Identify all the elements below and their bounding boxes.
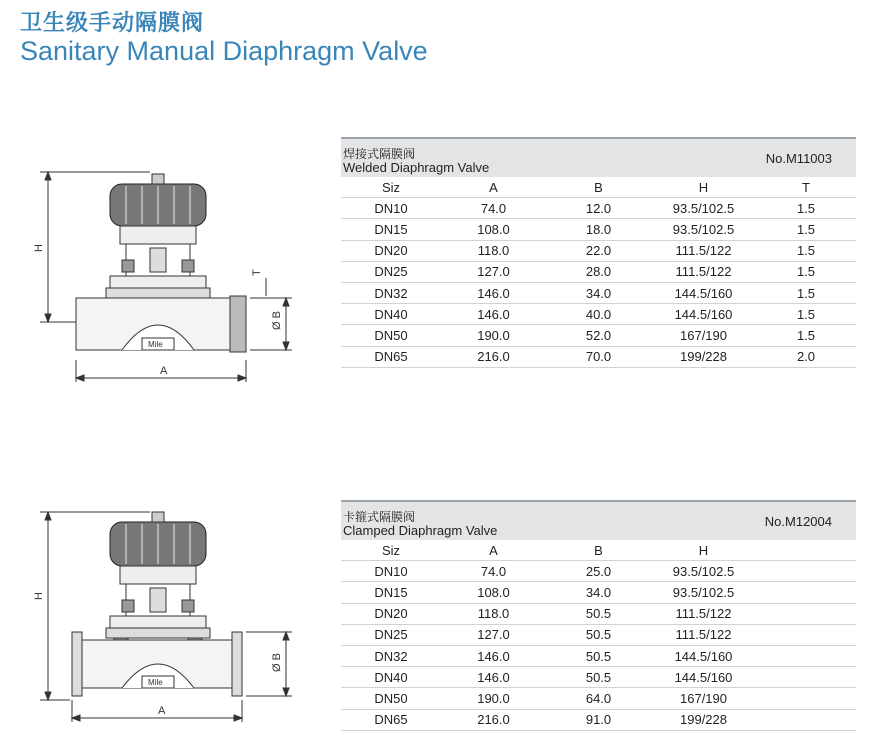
table-row xyxy=(341,624,856,645)
table-cell: 190.0 xyxy=(441,325,546,346)
table-row xyxy=(341,667,856,688)
table-cell: 74.0 xyxy=(441,561,546,582)
welded-model-no: No.M11003 xyxy=(765,151,832,166)
table-row xyxy=(341,582,856,603)
column-header: H xyxy=(651,540,756,561)
column-header: B xyxy=(546,540,651,561)
table-cell: 108.0 xyxy=(441,219,546,240)
table-header-row xyxy=(341,540,856,561)
clamped-table-header xyxy=(341,500,856,540)
table-cell: 50.5 xyxy=(546,603,651,624)
table-row xyxy=(341,282,856,303)
table-cell: 111.5/122 xyxy=(651,603,756,624)
clamped-model-no: No.M12004 xyxy=(764,514,832,529)
table-row xyxy=(341,198,856,219)
label-h: H xyxy=(33,592,45,600)
table-cell xyxy=(756,709,856,730)
table-cell: 1.5 xyxy=(756,219,856,240)
table-cell: DN25 xyxy=(341,624,441,645)
table-cell: 216.0 xyxy=(441,346,546,367)
table-cell: 93.5/102.5 xyxy=(651,219,756,240)
page-title-cn: 卫生级手动隔膜阀 xyxy=(20,11,205,36)
table-cell: 70.0 xyxy=(546,346,651,367)
clamped-title-en: Clamped Diaphragm Valve xyxy=(343,523,498,538)
table-cell: 111.5/122 xyxy=(651,624,756,645)
brand-mark: Mile xyxy=(148,340,163,349)
column-header: T xyxy=(756,177,856,198)
table-row xyxy=(341,561,856,582)
clamped-table xyxy=(341,540,856,731)
table-cell xyxy=(756,624,856,645)
table-cell xyxy=(756,582,856,603)
table-cell: DN20 xyxy=(341,603,441,624)
table-cell: DN50 xyxy=(341,325,441,346)
table-cell: 127.0 xyxy=(441,261,546,282)
table-cell: 64.0 xyxy=(546,688,651,709)
table-cell: 199/228 xyxy=(651,346,756,367)
welded-valve-drawing xyxy=(30,160,300,390)
column-header: A xyxy=(441,540,546,561)
column-header: A xyxy=(441,177,546,198)
table-cell: DN10 xyxy=(341,561,441,582)
table-cell: 146.0 xyxy=(441,282,546,303)
table-cell: 199/228 xyxy=(651,709,756,730)
clamped-title-cn: 卡箍式隔膜阀 xyxy=(343,510,416,524)
table-cell: DN20 xyxy=(341,240,441,261)
table-row xyxy=(341,261,856,282)
table-row xyxy=(341,346,856,367)
table-cell: 167/190 xyxy=(651,325,756,346)
label-a: A xyxy=(160,365,168,377)
table-cell: 34.0 xyxy=(546,282,651,303)
table-cell: 28.0 xyxy=(546,261,651,282)
table-cell: 25.0 xyxy=(546,561,651,582)
table-cell: 167/190 xyxy=(651,688,756,709)
table-cell: DN50 xyxy=(341,688,441,709)
table-cell: 52.0 xyxy=(546,325,651,346)
table-cell xyxy=(756,645,856,666)
table-row xyxy=(341,304,856,325)
table-cell: 118.0 xyxy=(441,240,546,261)
clamped-spec-table xyxy=(341,500,856,731)
table-cell: 93.5/102.5 xyxy=(651,561,756,582)
table-cell xyxy=(756,688,856,709)
table-cell: DN25 xyxy=(341,261,441,282)
table-row xyxy=(341,645,856,666)
table-row xyxy=(341,603,856,624)
table-cell: 50.5 xyxy=(546,645,651,666)
table-row xyxy=(341,219,856,240)
table-cell: 118.0 xyxy=(441,603,546,624)
table-cell: 108.0 xyxy=(441,582,546,603)
table-cell: 216.0 xyxy=(441,709,546,730)
table-cell: 146.0 xyxy=(441,667,546,688)
label-h: H xyxy=(33,244,45,252)
table-cell: 144.5/160 xyxy=(651,645,756,666)
table-cell: DN32 xyxy=(341,282,441,303)
table-cell xyxy=(756,561,856,582)
table-cell: 50.5 xyxy=(546,624,651,645)
table-cell: 146.0 xyxy=(441,304,546,325)
table-cell: 40.0 xyxy=(546,304,651,325)
table-cell: 18.0 xyxy=(546,219,651,240)
label-a: A xyxy=(158,705,166,717)
table-cell: 111.5/122 xyxy=(651,261,756,282)
table-cell: 111.5/122 xyxy=(651,240,756,261)
clamped-valve-drawing xyxy=(30,500,300,730)
table-cell: 74.0 xyxy=(441,198,546,219)
table-cell: 146.0 xyxy=(441,645,546,666)
label-b: Ø B xyxy=(271,653,283,672)
table-cell: DN65 xyxy=(341,709,441,730)
welded-spec-table xyxy=(341,137,856,368)
table-cell: 1.5 xyxy=(756,261,856,282)
table-cell: 127.0 xyxy=(441,624,546,645)
brand-mark: Mile xyxy=(148,678,163,687)
table-row xyxy=(341,325,856,346)
table-cell: DN15 xyxy=(341,219,441,240)
table-cell: 12.0 xyxy=(546,198,651,219)
table-cell: DN40 xyxy=(341,667,441,688)
table-header-row xyxy=(341,177,856,198)
column-header: B xyxy=(546,177,651,198)
table-cell: 2.0 xyxy=(756,346,856,367)
table-cell: 93.5/102.5 xyxy=(651,582,756,603)
table-cell: 93.5/102.5 xyxy=(651,198,756,219)
column-header: Siz xyxy=(341,540,441,561)
welded-table xyxy=(341,177,856,368)
table-cell: 1.5 xyxy=(756,304,856,325)
table-cell: 1.5 xyxy=(756,282,856,303)
table-cell: 144.5/160 xyxy=(651,304,756,325)
column-header: H xyxy=(651,177,756,198)
table-cell: 1.5 xyxy=(756,240,856,261)
table-cell: DN32 xyxy=(341,645,441,666)
table-cell: DN15 xyxy=(341,582,441,603)
page-title-en: Sanitary Manual Diaphragm Valve xyxy=(20,36,428,66)
welded-title-cn: 焊接式隔膜阀 xyxy=(343,147,416,161)
table-cell: 190.0 xyxy=(441,688,546,709)
column-header: Siz xyxy=(341,177,441,198)
label-b: Ø B xyxy=(271,311,283,330)
table-cell: 1.5 xyxy=(756,325,856,346)
table-cell: 50.5 xyxy=(546,667,651,688)
table-row xyxy=(341,709,856,730)
table-cell: DN65 xyxy=(341,346,441,367)
table-row xyxy=(341,688,856,709)
welded-title-en: Welded Diaphragm Valve xyxy=(343,160,490,175)
table-cell xyxy=(756,667,856,688)
table-cell: DN40 xyxy=(341,304,441,325)
table-row xyxy=(341,240,856,261)
table-cell: DN10 xyxy=(341,198,441,219)
label-t: T xyxy=(251,269,263,276)
table-cell: 1.5 xyxy=(756,198,856,219)
table-cell xyxy=(756,603,856,624)
table-cell: 34.0 xyxy=(546,582,651,603)
table-cell: 22.0 xyxy=(546,240,651,261)
table-cell: 144.5/160 xyxy=(651,282,756,303)
welded-table-header xyxy=(341,137,856,177)
table-cell: 91.0 xyxy=(546,709,651,730)
column-header xyxy=(756,540,856,561)
table-cell: 144.5/160 xyxy=(651,667,756,688)
